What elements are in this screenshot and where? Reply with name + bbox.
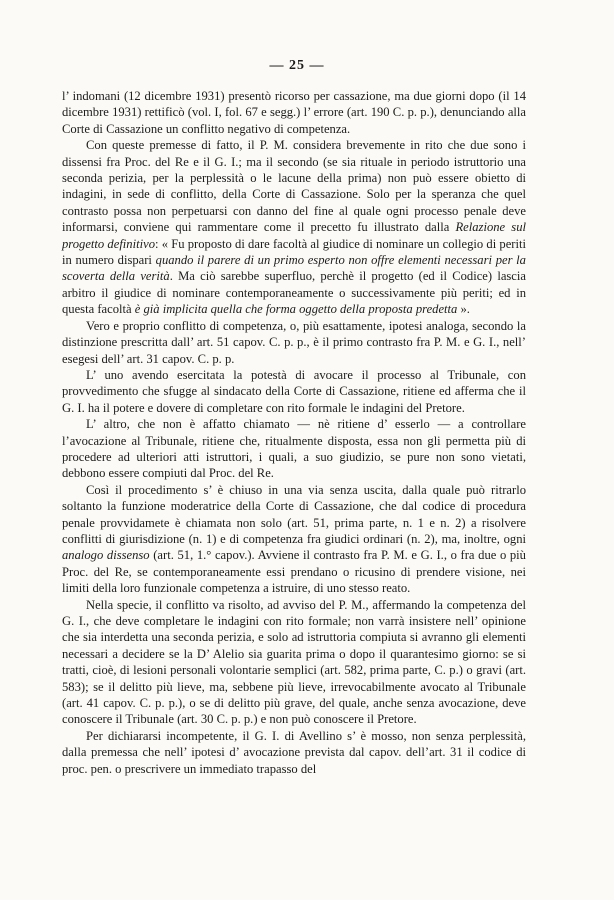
- text-run: Così il procedimento s’ è chiuso in una via senza uscita, dalla quale può ritrarlo soltanto la funzione moderatrice della Corte di Cassazione, che dal codice di procedura penale provvidamete è chiamata non solo (art. 51, prima parte, n. 1 e n. 2) a risolvere conflitti di giurisdizione (n. 1) e di competenza fra giudici ordinari (n. 2), ma, inoltre, ogni: [62, 482, 526, 546]
- italic-text: Relazione sul progetto definitivo: [62, 220, 526, 251]
- text-run: Vero e proprio conflitto di competenza, o, più esattamente, ipotesi analoga, secondo la distinzione prescritta dall’ art. 51 capov. C. p. p., è il primo contrasto fra P. M. e G. I., nell’ esegesi dell’ art. 31 capov. C. p. p.: [62, 318, 526, 366]
- text-run: : « Fu proposto di dare facoltà al giudice di nominare un collegio di periti in numero dispari: [62, 236, 526, 268]
- text-run: L’ altro, che non è affatto chiamato — nè ritiene d’ esserlo — a controllare l’avocazione al Tribunale, ritiene che, ritualmente disposta, essa non gli permetta più di procedere ad ulteriori atti istruttori, i quali, a suo giudizio, se pure non sono vietati, debbono essere compiuti dal Proc. del Re.: [62, 417, 526, 481]
- paragraph: [62, 367, 526, 416]
- text-run: Per dichiararsi incompetente, il G. I. di Avellino s’ è mosso, non senza perplessità, dalla premessa che nell’ ipotesi d’ avocazione prevista dal capov. dell’art. 31 il codice di proc. pen. o prescrivere un immediato trapasso del: [62, 728, 526, 776]
- body-text: [62, 88, 526, 777]
- text-run: ».: [457, 302, 470, 317]
- text-run: L’ uno avendo esercitata la potestà di avocare il processo al Tribunale, con provvedimento che sfugge al sindacato della Corte di Cassazione, ritiene ed afferma che il G. I. ha il potere e dovere di completare con rito formale le indagini del Pretore.: [62, 367, 526, 415]
- paragraph: [62, 728, 526, 777]
- paragraph: [62, 137, 526, 317]
- paragraph: [62, 416, 526, 482]
- paragraph: [62, 482, 526, 597]
- text-run: (art. 51, 1.° capov.). Avviene il contrasto fra P. M. e G. I., o fra due o più Proc. del Re, se contemporaneamente essi prendano o ricusino di prendere visione, nei limiti della loro funzionale competenza a istruire, di uno stesso reato.: [62, 548, 526, 596]
- text-run: . Ma ciò sarebbe superfluo, perchè il progetto (ed il Codice) lascia arbitro il giudice di nominare contemporaneamente o successivamente più periti; ed in questa facoltà: [62, 269, 526, 317]
- text-run: l’ indomani (12 dicembre 1931) presentò ricorso per cassazione, ma due giorni dopo (il 14 dicembre 1931) rettificò (vol. I, fol. 67 e segg.) l’ errore (art. 190 C. p. p.), denunciando alla Corte di Cassazione un conflitto negativo di competenza.: [62, 89, 526, 136]
- italic-text: è già implicita quella che forma oggetto della proposta predetta: [134, 302, 458, 317]
- page-number: — 25 —: [269, 58, 325, 73]
- paragraph: [62, 88, 526, 137]
- italic-text: analogo dissenso: [62, 548, 150, 563]
- text-run: Con queste premesse di fatto, il P. M. considera brevemente in rito che due sono i dissensi fra Proc. del Re e il G. I.; ma il secondo (se sia rituale in periodo istruttorio una seconda perizia, per la perplessità o le lacune della prima) non può essere obietto di indagini, in sede di conflitto, della Corte di Cassazione. Solo per la speranza che quel contrasto possa non perpetuarsi con danno del fine al quale ogni processo penale deve informarsi, conviene qui rammentare come il precetto fu illustrato dalla: [62, 138, 526, 235]
- italic-text: quando il parere di un primo esperto non offre elementi necessari per la scoverta della verità: [62, 253, 526, 284]
- paragraph: [62, 318, 526, 367]
- paragraph: [62, 597, 526, 728]
- text-run: Nella specie, il conflitto va risolto, ad avviso del P. M., affermando la competenza del G. I., che deve completare le indagini con rito formale; non varrà insistere nell’ opinione che sia interdetta una seconda perizia, e solo ad istruttoria compiuta si avranno gli elementi necessari a decidere se la D’ Alelio sia guarita prima o dopo il quarantesimo giorno: se si tratti, cioè, di lesioni personali volontarie semplici (art. 582, prima parte, C. p.) o gravi (art. 583); se il delitto più lieve, ma, sebbene più lieve, irrevocabilmente avocato al Tribunale (art. 41 capov. C. p. p.), o se di delitto più grave, del quale, anche senza avocazione, deve conoscere il Tribunale (art. 30 C. p. p.) e non può conoscere il Pretore.: [62, 597, 526, 727]
